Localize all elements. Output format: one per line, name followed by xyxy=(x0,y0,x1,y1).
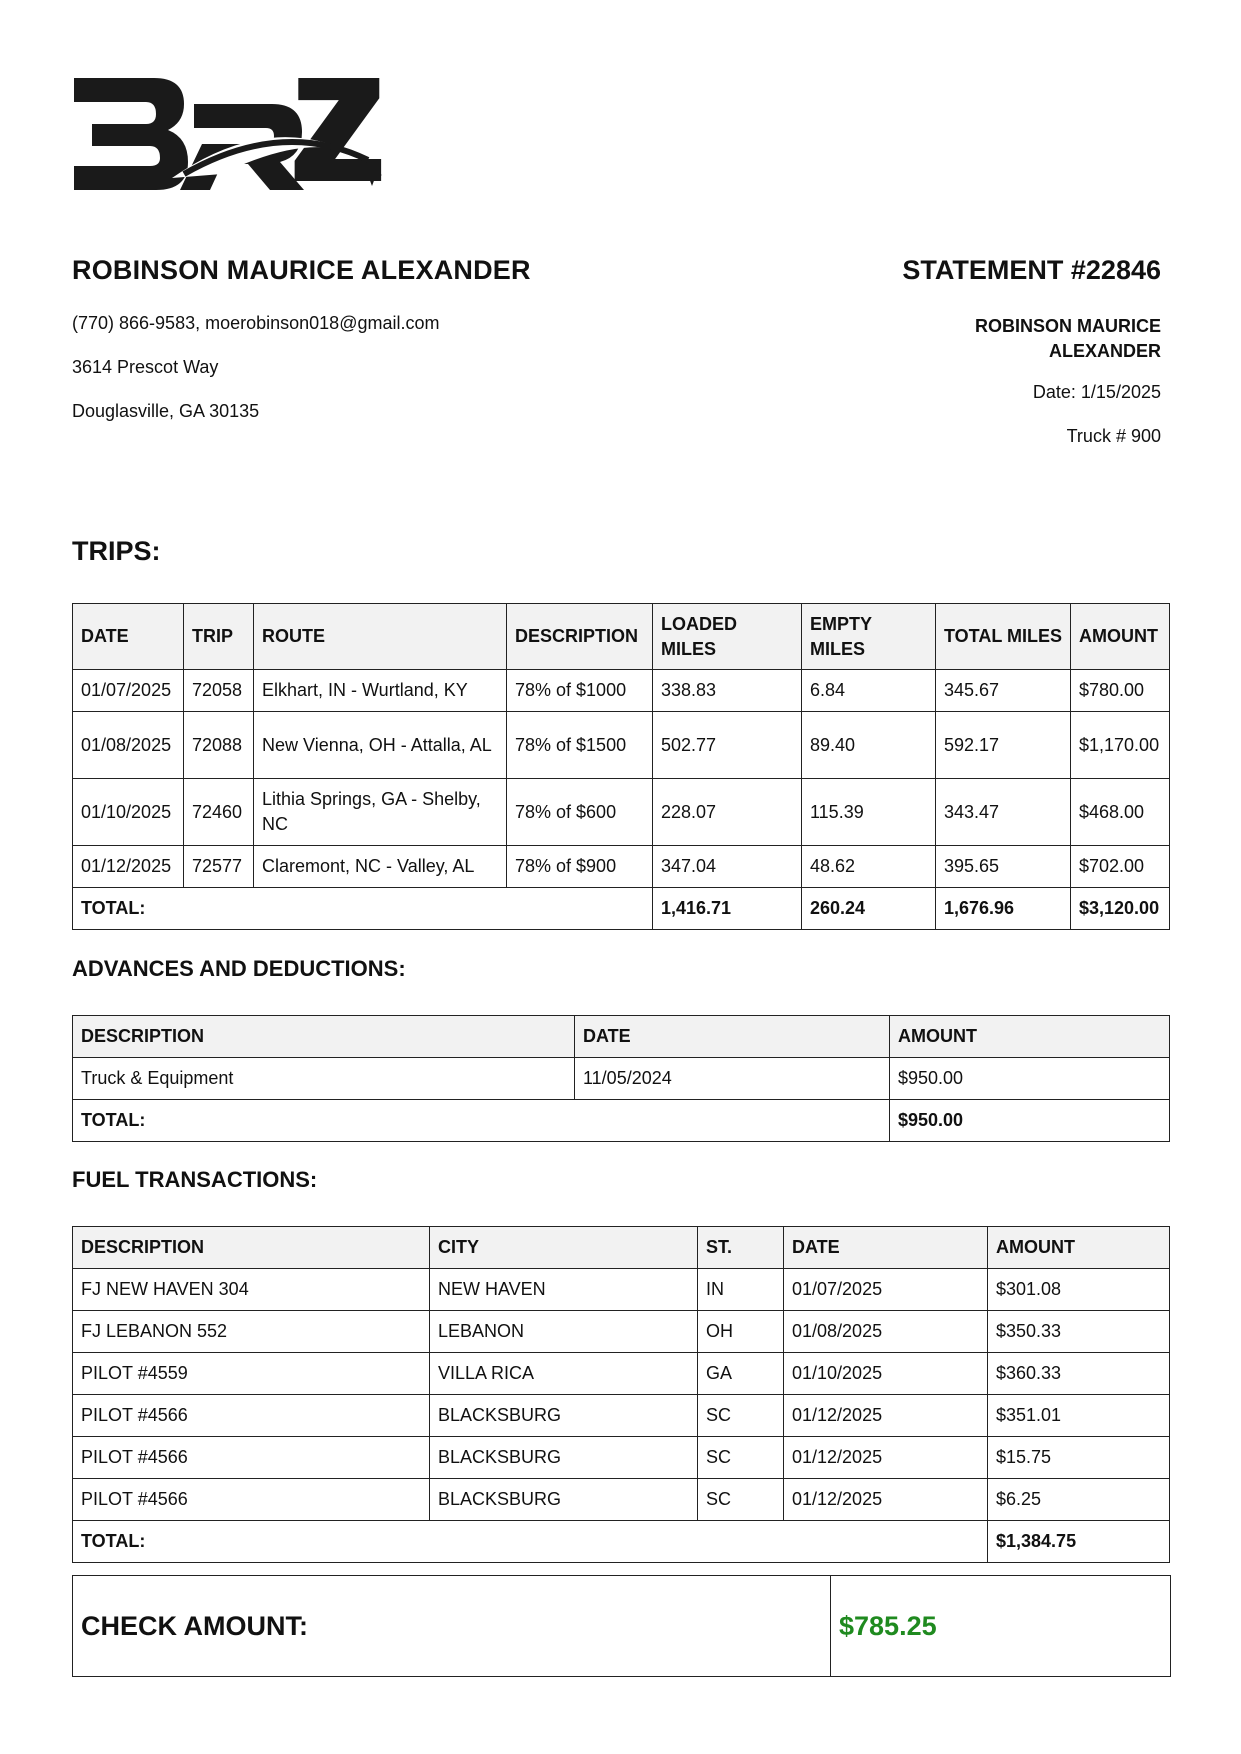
fuel-table xyxy=(72,1226,1170,1563)
cell: 395.65 xyxy=(936,846,1071,888)
th-route: ROUTE xyxy=(254,604,507,670)
th-description: DESCRIPTION xyxy=(73,1227,430,1269)
cell: 72058 xyxy=(184,670,254,712)
statement-date: Date: 1/15/2025 xyxy=(1032,382,1161,402)
cell: $301.08 xyxy=(988,1269,1170,1311)
total-label: TOTAL: xyxy=(73,1521,988,1563)
cell: SC xyxy=(698,1479,784,1521)
cell: FJ LEBANON 552 xyxy=(73,1311,430,1353)
cell: $468.00 xyxy=(1071,779,1170,846)
cell: 01/08/2025 xyxy=(73,712,184,779)
cell: 72460 xyxy=(184,779,254,846)
cell: PILOT #4566 xyxy=(73,1395,430,1437)
table-row xyxy=(73,1353,1170,1395)
fuel-header-row xyxy=(73,1227,1170,1269)
trips-title: TRIPS: xyxy=(72,536,161,566)
total-label: TOTAL: xyxy=(73,888,653,930)
advances-title: ADVANCES AND DEDUCTIONS: xyxy=(72,956,406,981)
contact-line: (770) 866-9583, moerobinson018@gmail.com xyxy=(72,313,440,333)
trips-total-row xyxy=(73,888,1170,930)
check-amount-value: $785.25 xyxy=(839,1610,937,1641)
cell: $350.33 xyxy=(988,1311,1170,1353)
cell: Claremont, NC - Valley, AL xyxy=(254,846,507,888)
cell: 592.17 xyxy=(936,712,1071,779)
th-description: DESCRIPTION xyxy=(507,604,653,670)
address-line-1: 3614 Prescot Way xyxy=(72,357,219,377)
cell: 502.77 xyxy=(653,712,802,779)
th-date: DATE xyxy=(575,1016,890,1058)
total-label: TOTAL: xyxy=(73,1100,890,1142)
cell: 78% of $900 xyxy=(507,846,653,888)
th-amount: AMOUNT xyxy=(1071,604,1170,670)
th-amount: AMOUNT xyxy=(890,1016,1170,1058)
cell: 72577 xyxy=(184,846,254,888)
cell: 01/07/2025 xyxy=(73,670,184,712)
cell: 78% of $1500 xyxy=(507,712,653,779)
table-row xyxy=(73,1311,1170,1353)
total-loaded-miles: 1,416.71 xyxy=(653,888,802,930)
cell: 6.84 xyxy=(802,670,936,712)
check-amount-box xyxy=(72,1575,1171,1677)
cell: PILOT #4566 xyxy=(73,1479,430,1521)
th-empty-miles: EMPTY MILES xyxy=(802,604,936,670)
cell: $950.00 xyxy=(890,1058,1170,1100)
cell: 01/12/2025 xyxy=(784,1437,988,1479)
cell: IN xyxy=(698,1269,784,1311)
cell: 347.04 xyxy=(653,846,802,888)
cell: 338.83 xyxy=(653,670,802,712)
table-row xyxy=(73,670,1170,712)
th-description: DESCRIPTION xyxy=(73,1016,575,1058)
table-row xyxy=(73,1437,1170,1479)
cell: OH xyxy=(698,1311,784,1353)
customer-name: ROBINSON MAURICE ALEXANDER xyxy=(72,255,531,285)
table-row xyxy=(73,1269,1170,1311)
th-city: CITY xyxy=(430,1227,698,1269)
cell: $15.75 xyxy=(988,1437,1170,1479)
cell: FJ NEW HAVEN 304 xyxy=(73,1269,430,1311)
advances-header-row xyxy=(73,1016,1170,1058)
total-amount: $1,384.75 xyxy=(988,1521,1170,1563)
total-amount: $950.00 xyxy=(890,1100,1170,1142)
cell: $351.01 xyxy=(988,1395,1170,1437)
cell: $702.00 xyxy=(1071,846,1170,888)
table-row xyxy=(73,1058,1170,1100)
th-date: DATE xyxy=(73,604,184,670)
trips-header-row xyxy=(73,604,1170,670)
table-row xyxy=(73,779,1170,846)
cell: $780.00 xyxy=(1071,670,1170,712)
cell: 01/08/2025 xyxy=(784,1311,988,1353)
table-row xyxy=(73,712,1170,779)
address-line-2: Douglasville, GA 30135 xyxy=(72,401,260,421)
cell: PILOT #4559 xyxy=(73,1353,430,1395)
cell: 343.47 xyxy=(936,779,1071,846)
cell: 01/07/2025 xyxy=(784,1269,988,1311)
cell: $1,170.00 xyxy=(1071,712,1170,779)
th-amount: AMOUNT xyxy=(988,1227,1170,1269)
cell: NEW HAVEN xyxy=(430,1269,698,1311)
cell: New Vienna, OH - Attalla, AL xyxy=(254,712,507,779)
cell: BLACKSBURG xyxy=(430,1479,698,1521)
cell: $6.25 xyxy=(988,1479,1170,1521)
cell: 228.07 xyxy=(653,779,802,846)
table-row xyxy=(73,1395,1170,1437)
cell: $360.33 xyxy=(988,1353,1170,1395)
cell: 72088 xyxy=(184,712,254,779)
table-row xyxy=(73,1479,1170,1521)
fuel-title: FUEL TRANSACTIONS: xyxy=(72,1167,318,1192)
cell: BLACKSBURG xyxy=(430,1437,698,1479)
cell: LEBANON xyxy=(430,1311,698,1353)
cell: 115.39 xyxy=(802,779,936,846)
brz-logo xyxy=(72,78,382,196)
statement-recipient: ROBINSON MAURICE ALEXANDER xyxy=(974,316,1161,361)
cell: 11/05/2024 xyxy=(575,1058,890,1100)
trips-table xyxy=(72,603,1170,930)
total-amount: $3,120.00 xyxy=(1071,888,1170,930)
th-total-miles: TOTAL MILES xyxy=(936,604,1071,670)
cell: GA xyxy=(698,1353,784,1395)
cell: Elkhart, IN - Wurtland, KY xyxy=(254,670,507,712)
statement-title: STATEMENT #22846 xyxy=(902,255,1161,285)
th-loaded-miles: LOADED MILES xyxy=(653,604,802,670)
total-empty-miles: 260.24 xyxy=(802,888,936,930)
th-state: ST. xyxy=(698,1227,784,1269)
cell: 01/12/2025 xyxy=(784,1479,988,1521)
cell: Lithia Springs, GA - Shelby, NC xyxy=(254,779,507,846)
table-row xyxy=(73,846,1170,888)
cell: 01/12/2025 xyxy=(73,846,184,888)
cell: 78% of $1000 xyxy=(507,670,653,712)
cell: 345.67 xyxy=(936,670,1071,712)
cell: PILOT #4566 xyxy=(73,1437,430,1479)
cell: SC xyxy=(698,1437,784,1479)
cell: VILLA RICA xyxy=(430,1353,698,1395)
cell: 48.62 xyxy=(802,846,936,888)
cell: 01/12/2025 xyxy=(784,1395,988,1437)
cell: BLACKSBURG xyxy=(430,1395,698,1437)
cell: 01/10/2025 xyxy=(73,779,184,846)
cell: Truck & Equipment xyxy=(73,1058,575,1100)
th-trip: TRIP xyxy=(184,604,254,670)
advances-table xyxy=(72,1015,1170,1142)
cell: 78% of $600 xyxy=(507,779,653,846)
cell: SC xyxy=(698,1395,784,1437)
fuel-total-row xyxy=(73,1521,1170,1563)
truck-number: Truck # 900 xyxy=(1066,426,1161,446)
cell: 89.40 xyxy=(802,712,936,779)
th-date: DATE xyxy=(784,1227,988,1269)
check-amount-label: CHECK AMOUNT: xyxy=(73,1576,831,1676)
total-miles: 1,676.96 xyxy=(936,888,1071,930)
cell: 01/10/2025 xyxy=(784,1353,988,1395)
advances-total-row xyxy=(73,1100,1170,1142)
